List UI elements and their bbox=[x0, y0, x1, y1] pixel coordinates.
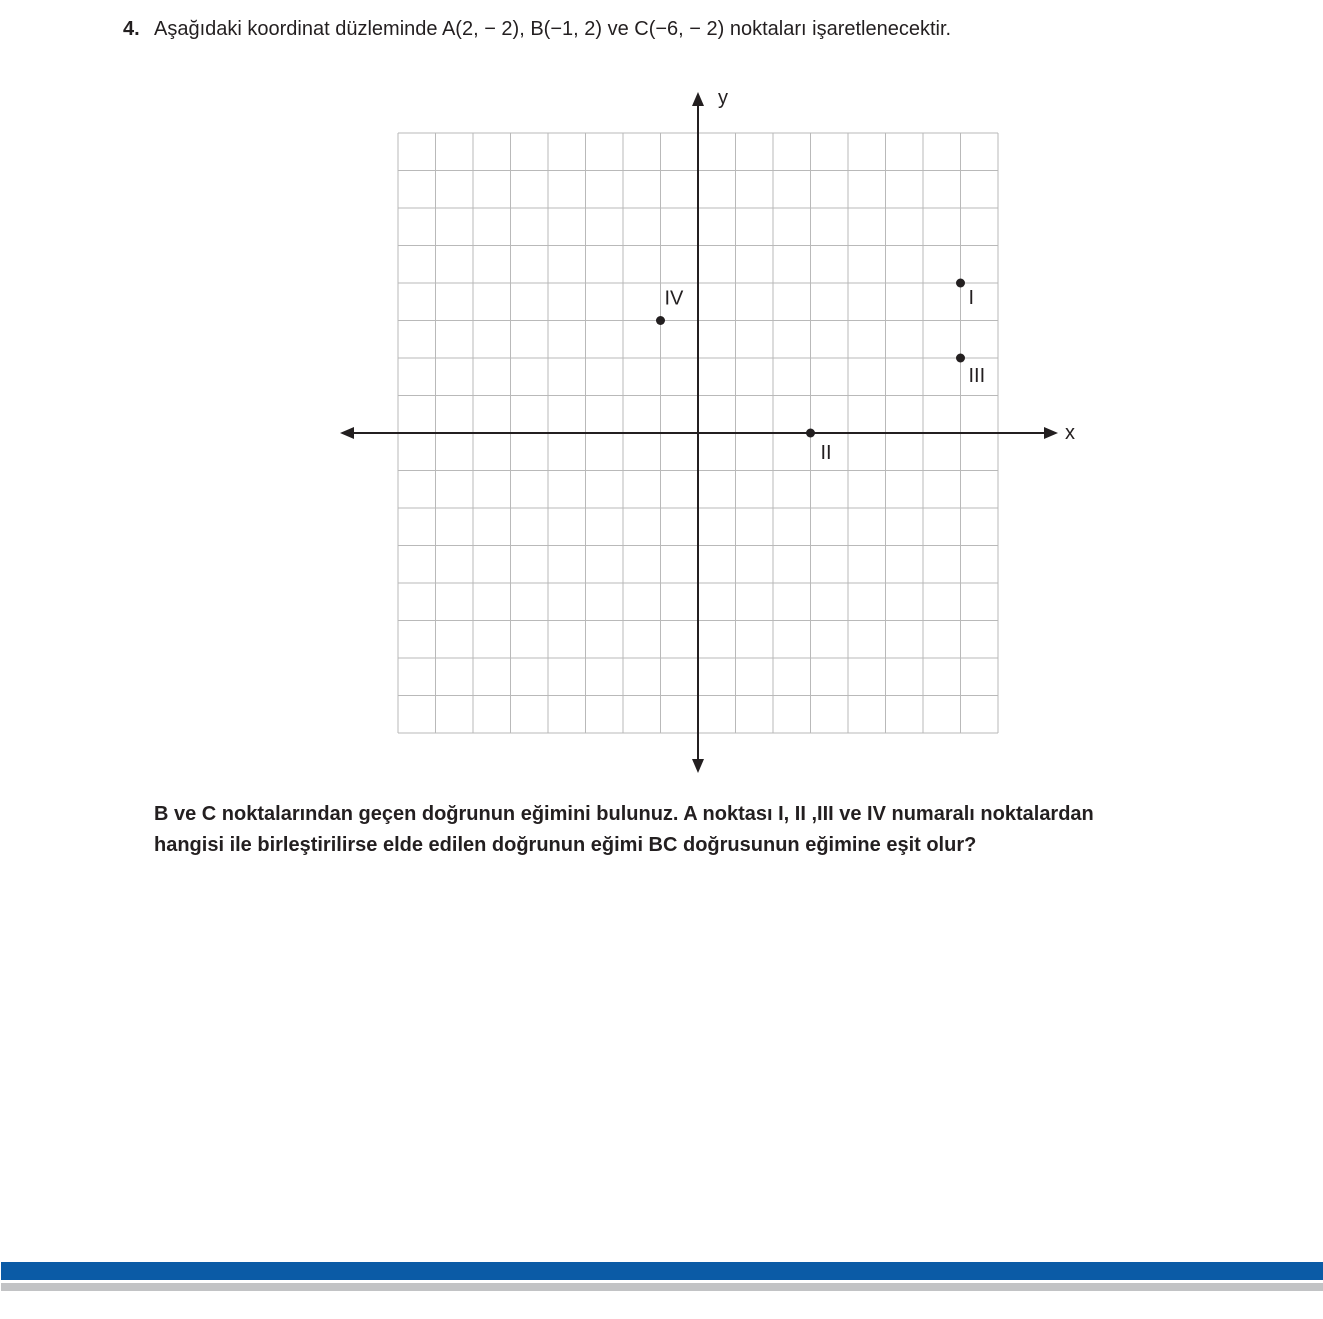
y-axis-arrow-up-icon bbox=[692, 92, 704, 106]
question-intro: Aşağıdaki koordinat düzleminde A(2, − 2), B(−1, 2) ve C(−6, − 2) noktaları işaretlenecektir. bbox=[154, 18, 952, 40]
question-line-2: hangisi ile birleştirilirse elde edilen doğrunun eğimi BC doğrusunun eğimine eşit olur? bbox=[154, 834, 977, 856]
x-axis-label: x bbox=[1065, 422, 1075, 444]
question-line-1: B ve C noktalarından geçen doğrunun eğimini bulunuz. A noktası I, II ,III ve IV numaralı noktalardan bbox=[154, 803, 1094, 825]
question-body bbox=[154, 799, 1244, 861]
y-axis-label: y bbox=[718, 87, 728, 109]
coordinate-plane bbox=[330, 80, 1090, 780]
point-label-i: I bbox=[968, 287, 975, 309]
x-axis-arrow-left-icon bbox=[340, 427, 354, 439]
point-label-iii: III bbox=[968, 365, 986, 387]
y-axis-arrow-down-icon bbox=[692, 759, 704, 773]
question-number: 4. bbox=[123, 18, 140, 40]
point-ii bbox=[806, 429, 815, 438]
points bbox=[656, 279, 985, 465]
footer-bar-gray bbox=[1, 1283, 1323, 1291]
footer-bar-blue bbox=[1, 1262, 1323, 1280]
axes bbox=[340, 87, 1075, 773]
point-label-iv: IV bbox=[664, 287, 684, 310]
question-header bbox=[123, 16, 951, 42]
point-i bbox=[956, 279, 965, 288]
point-iii bbox=[956, 354, 965, 363]
point-label-ii: II bbox=[820, 442, 832, 464]
x-axis-arrow-right-icon bbox=[1044, 427, 1058, 439]
point-iv bbox=[656, 316, 665, 325]
